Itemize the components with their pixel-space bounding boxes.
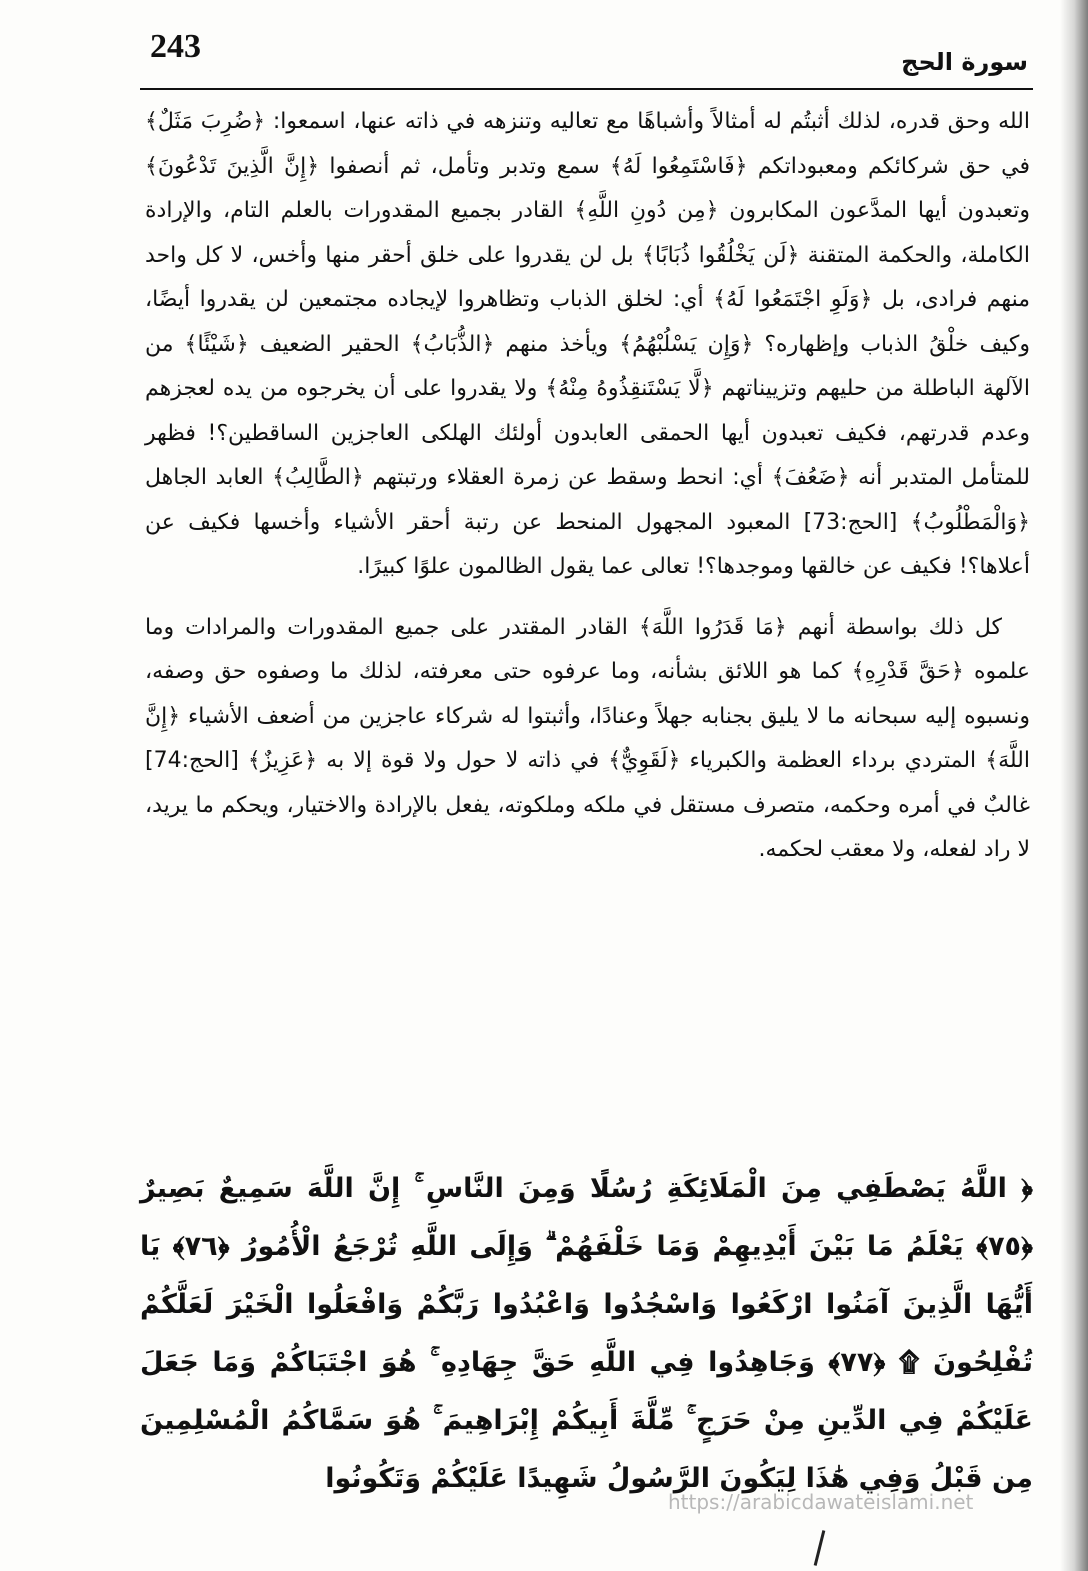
quran-verses-block bbox=[140, 1160, 1033, 1508]
commentary-paragraph-1: الله وحق قدره، لذلك أثبتُم له أمثالاً وأشباهًا مع تعاليه وتنزهه في ذاته عنها، اسمعوا: ﴿ضُرِبَ مَثَلٌ﴾ في حق شركائكم ومعبوداتكم ﴿فَاسْتَمِعُوا لَهُ﴾ سمع وتدبر وتأمل، ثم أنصفوا ﴿إِنَّ الَّذِينَ تَدْعُونَ﴾ وتعبدون أيها المدَّعون المكابرون ﴿مِن دُونِ اللَّهِ﴾ القادر بجميع المقدورات بالعلم التام، والإرادة الكاملة، والحكمة المتقنة ﴿لَن يَخْلُقُوا ذُبَابًا﴾ بل لن يقدروا على خلق أحقر منها وأخس، لا كل واحد منهم فرادى، بل ﴿وَلَوِ اجْتَمَعُوا لَهُ﴾ أي: لخلق الذباب وتظاهروا لإيجاده مجتمعين لن يقدروا أيضًا، وكيف خلْقُ الذباب وإظهاره؟ ﴿وَإِن يَسْلُبْهُمُ﴾ ويأخذ منهم ﴿الذُّبَابُ﴾ الحقير الضعيف ﴿شَيْئًا﴾ من الآلهة الباطلة من حليهم وتزييناتهم ﴿لَّا يَسْتَنقِذُوهُ مِنْهُ﴾ ولا يقدروا على أن يخرجوه من يده لعجزهم وعدم قدرتهم، فكيف تعبدون أيها الحمقى العابدون أولئك الهلكى العاجزين الساقطين؟! فظهر للمتأمل المتدبر أنه ﴿ضَعُفَ﴾ أي: انحط وسقط عن زمرة العقلاء ورتبتهم ﴿الطَّالِبُ﴾ العابد الجاهل ﴿وَالْمَطْلُوبُ﴾ [الحج:73] المعبود المجهول المنحط عن رتبة أحقر الأشياء وأخسها فكيف عن أعلاها؟! فكيف عن خالقها وموجدها؟! تعالى عما يقول الظالمون علوًا كبيرًا. bbox=[145, 109, 1030, 579]
surah-title: سورة الحج bbox=[901, 48, 1028, 76]
source-watermark: https://arabicdawateislami.net bbox=[668, 1490, 974, 1514]
stray-pen-mark bbox=[814, 1530, 826, 1566]
page-number: 243 bbox=[150, 28, 201, 65]
header-divider bbox=[140, 88, 1033, 90]
quran-verses: ﴿ اللَّهُ يَصْطَفِي مِنَ الْمَلَائِكَةِ رُسُلًا وَمِنَ النَّاسِ ۚ إِنَّ اللَّهَ سَمِيعٌ بَصِيرٌ ﴿٧٥﴾ يَعْلَمُ مَا بَيْنَ أَيْدِيهِمْ وَمَا خَلْفَهُمْ ۗ وَإِلَى اللَّهِ تُرْجَعُ الْأُمُورُ ﴿٧٦﴾ يَا أَيُّهَا الَّذِينَ آمَنُوا ارْكَعُوا وَاسْجُدُوا وَاعْبُدُوا رَبَّكُمْ وَافْعَلُوا الْخَيْرَ لَعَلَّكُمْ تُفْلِحُونَ ۩ ﴿٧٧﴾ وَجَاهِدُوا فِي اللَّهِ حَقَّ جِهَادِهِ ۚ هُوَ اجْتَبَاكُمْ وَمَا جَعَلَ عَلَيْكُمْ فِي الدِّينِ مِنْ حَرَجٍ ۚ مِّلَّةَ أَبِيكُمْ إِبْرَاهِيمَ ۚ هُوَ سَمَّاكُمُ الْمُسْلِمِينَ مِن قَبْلُ وَفِي هَٰذَا لِيَكُونَ الرَّسُولُ شَهِيدًا عَلَيْكُمْ وَتَكُونُوا bbox=[140, 1173, 1034, 1494]
commentary-text bbox=[145, 100, 1030, 873]
scanned-page-edge bbox=[1060, 0, 1088, 1571]
commentary-paragraph-2: كل ذلك بواسطة أنهم ﴿مَا قَدَرُوا اللَّهَ﴾ القادر المقتدر على جميع المقدورات والمرادات وما علموه ﴿حَقَّ قَدْرِهِ﴾ كما هو اللائق بشأنه، وما عرفوه حتى معرفته، لذلك ما وصفوه حق وصفه، ونسبوه إليه سبحانه ما لا يليق بجنابه جهلاً وعنادًا، وأثبتوا له شركاء عاجزين من أضعف الأشياء ﴿إِنَّ اللَّهَ﴾ المتردي برداء العظمة والكبرياء ﴿لَقَوِيٌّ﴾ في ذاته لا حول ولا قوة إلا به ﴿عَزِيزٌ﴾ [الحج:74] غالبٌ في أمره وحكمه، متصرف مستقل في ملكه وملكوته، يفعل بالإرادة والاختيار، ويحكم ما يريد، لا راد لفعله، ولا معقب لحكمه. bbox=[145, 614, 1030, 862]
